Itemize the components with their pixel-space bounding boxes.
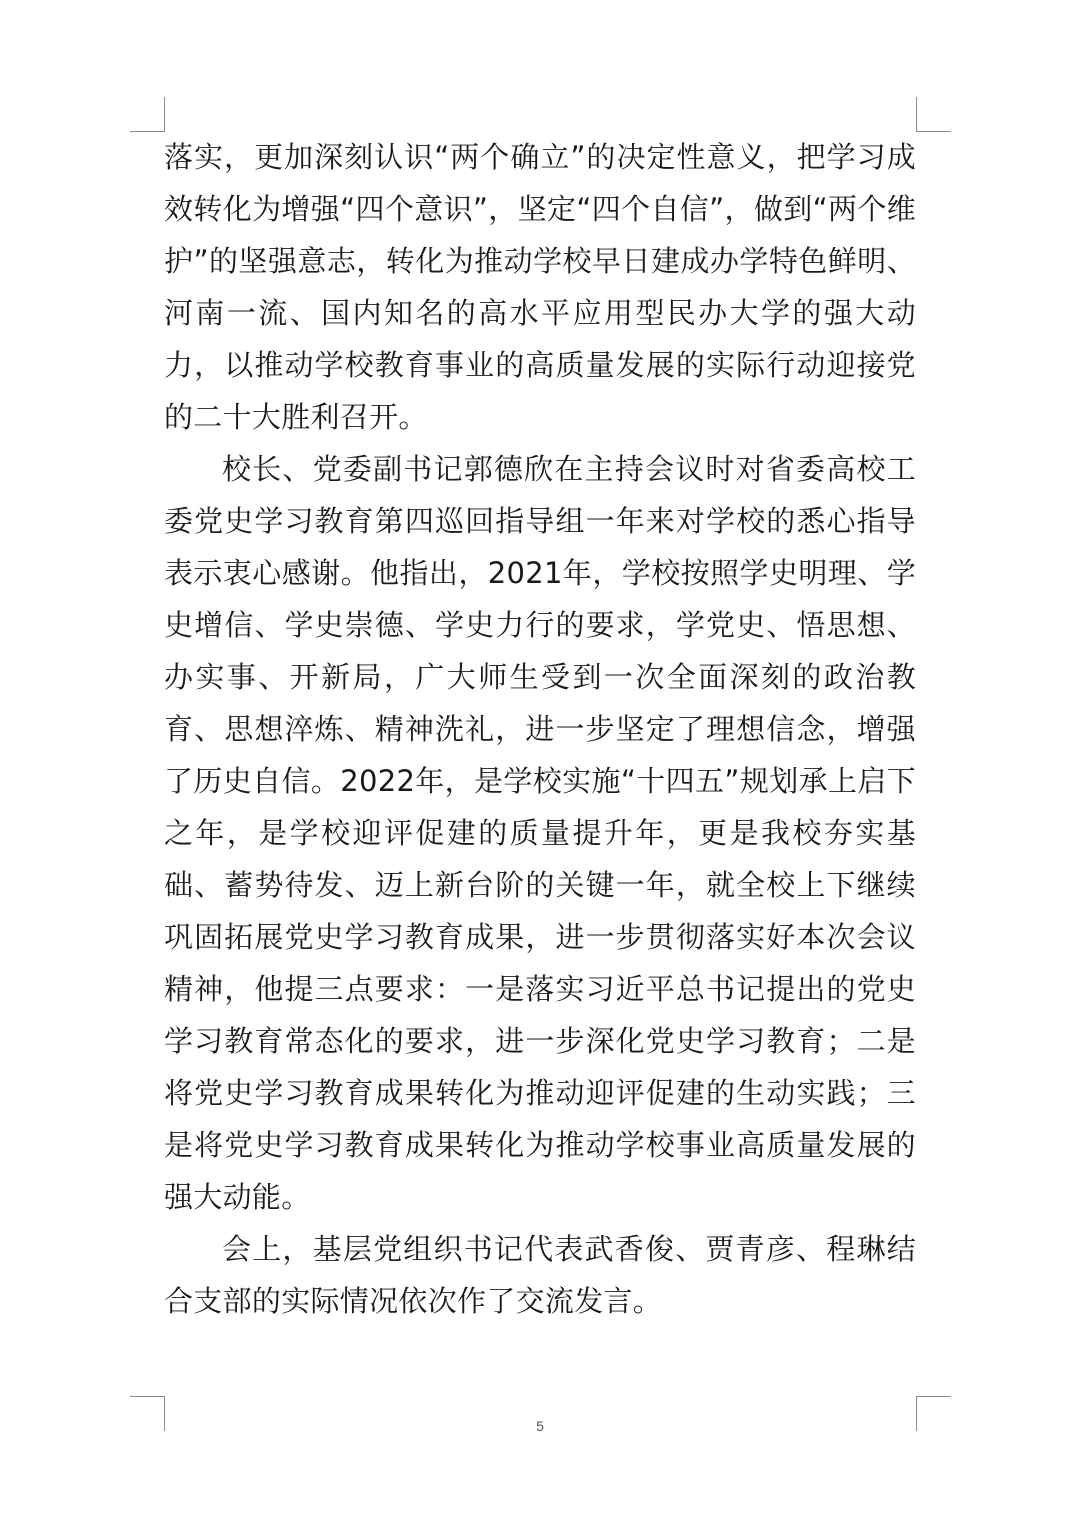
page-number: 5: [536, 1418, 544, 1434]
document-body: [164, 131, 916, 1327]
paragraph-principal-remarks: 校长、党委副书记郭德欣在主持会议时对省委高校工委党史学习教育第四巡回指导组一年来对学校的悉心指导表示衷心感谢。他指出，2021年，学校按照学史明理、学史增信、学史崇德、学史力行的要求，学党史、悟思想、办实事、开新局，广大师生受到一次全面深刻的政治教育、思想淬炼、精神洗礼，进一步坚定了理想信念，增强了历史自信。2022年，是学校实施“十四五”规划承上启下之年，是学校迎评促建的质量提升年，更是我校夯实基础、蓄势待发、迈上新台阶的关键一年，就全校上下继续巩固拓展党史学习教育成果，进一步贯彻落实好本次会议精神，他提三点要求：一是落实习近平总书记提出的党史学习教育常态化的要求，进一步深化党史学习教育；二是将党史学习教育成果转化为推动迎评促建的生动实践；三是将党史学习教育成果转化为推动学校事业高质量发展的强大动能。: [164, 452, 916, 1214]
crop-mark-top-right: [916, 97, 951, 132]
paragraph-exchange-speeches: 会上，基层党组织书记代表武香俊、贾青彦、程琳结合支部的实际情况依次作了交流发言。: [164, 1232, 916, 1318]
paragraph-continuation: 落实，更加深刻认识“两个确立”的决定性意义，把学习成效转化为增强“四个意识”，坚定“四个自信”，做到“两个维护”的坚强意志，转化为推动学校早日建成办学特色鲜明、河南一流、国内知名的高水平应用型民办大学的强大动力，以推动学校教育事业的高质量发展的实际行动迎接党的二十大胜利召开。: [164, 140, 916, 434]
crop-mark-top-left: [130, 97, 165, 132]
